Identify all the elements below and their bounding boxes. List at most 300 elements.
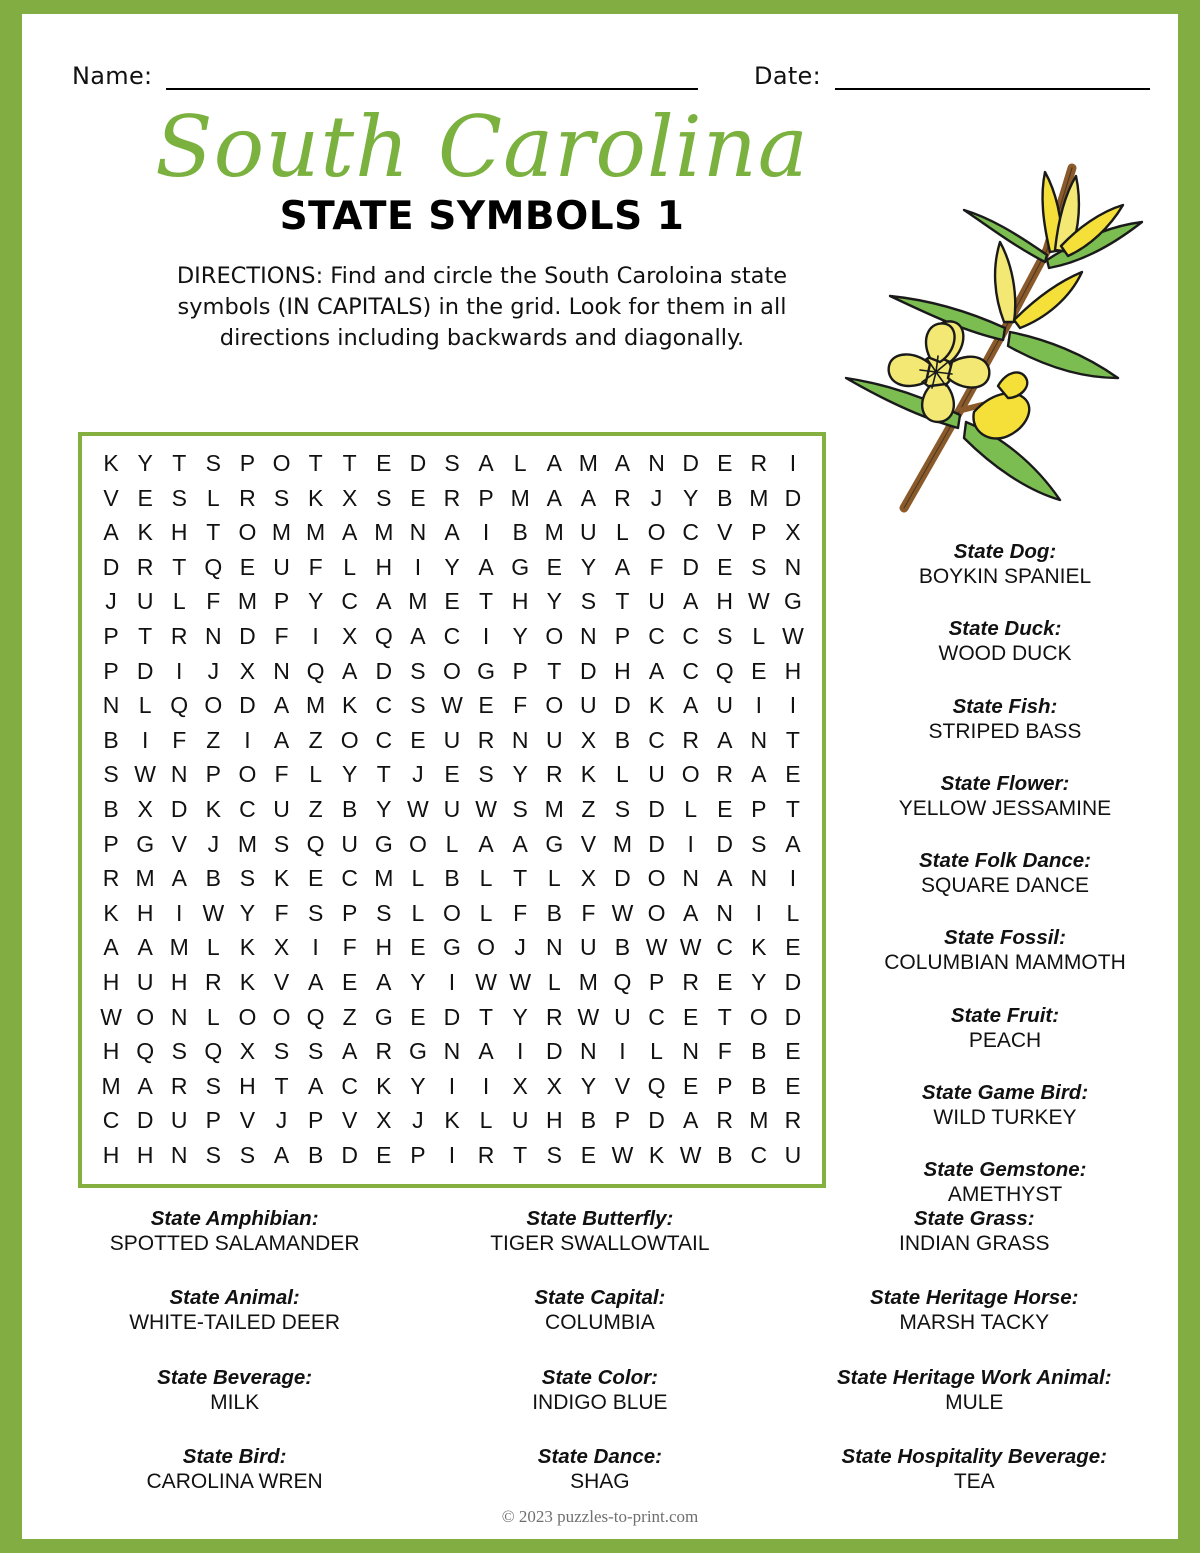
letter-cell[interactable]: I xyxy=(141,726,149,753)
letter-cell[interactable]: N xyxy=(205,622,222,649)
letter-cell[interactable]: H xyxy=(239,1072,256,1099)
letter-cell[interactable]: M xyxy=(374,865,394,892)
letter-cell[interactable]: R xyxy=(239,484,256,511)
letter-cell[interactable]: W xyxy=(407,795,429,822)
letter-cell[interactable]: P xyxy=(648,968,665,995)
letter-cell[interactable]: C xyxy=(239,795,256,822)
letter-cell[interactable]: S xyxy=(410,657,426,684)
letter-cell[interactable]: G xyxy=(511,553,530,580)
letter-cell[interactable]: E xyxy=(785,761,801,788)
letter-cell[interactable]: S xyxy=(614,795,631,822)
letter-cell[interactable]: U xyxy=(545,726,563,753)
letter-cell[interactable]: B xyxy=(512,519,528,546)
letter-cell[interactable]: A xyxy=(717,726,733,753)
letter-cell[interactable]: A xyxy=(307,1072,324,1099)
letter-cell[interactable]: X xyxy=(342,484,358,511)
letter-cell[interactable]: W xyxy=(679,934,702,961)
letter-cell[interactable]: A xyxy=(137,934,153,961)
letter-cell[interactable]: T xyxy=(172,553,187,580)
letter-cell[interactable]: U xyxy=(273,553,290,580)
letter-cell[interactable]: B xyxy=(751,1072,767,1099)
letter-cell[interactable]: B xyxy=(580,1107,597,1134)
letter-cell[interactable]: W xyxy=(611,899,634,926)
letter-cell[interactable]: A xyxy=(137,1072,153,1099)
letter-cell[interactable]: T xyxy=(376,761,391,788)
letter-cell[interactable]: V xyxy=(342,1107,358,1134)
letter-cell[interactable]: H xyxy=(102,968,120,995)
letter-cell[interactable]: G xyxy=(408,1038,427,1065)
letter-cell[interactable]: V xyxy=(103,484,119,511)
letter-cell[interactable]: B xyxy=(307,1141,324,1168)
letter-cell[interactable]: J xyxy=(275,1107,288,1134)
letter-cell[interactable]: D xyxy=(136,657,154,684)
letter-cell[interactable]: Y xyxy=(512,622,528,649)
letter-cell[interactable]: O xyxy=(136,1003,155,1030)
letter-cell[interactable]: F xyxy=(274,622,289,649)
letter-cell[interactable]: Z xyxy=(206,726,221,753)
letter-cell[interactable]: R xyxy=(205,968,222,995)
letter-cell[interactable]: E xyxy=(376,1141,392,1168)
letter-cell[interactable]: Y xyxy=(512,761,528,788)
letter-cell[interactable]: A xyxy=(273,726,290,753)
letter-cell[interactable]: A xyxy=(682,1107,699,1134)
letter-cell[interactable]: N xyxy=(682,865,699,892)
letter-cell[interactable]: U xyxy=(784,1141,802,1168)
letter-cell[interactable]: M xyxy=(749,484,769,511)
letter-cell[interactable]: L xyxy=(547,865,561,892)
letter-cell[interactable]: X xyxy=(342,622,358,649)
letter-cell[interactable]: N xyxy=(545,934,563,961)
letter-cell[interactable]: S xyxy=(580,588,597,615)
letter-cell[interactable]: E xyxy=(444,588,460,615)
letter-cell[interactable]: W xyxy=(509,968,532,995)
letter-cell[interactable]: O xyxy=(545,692,564,719)
letter-cell[interactable]: S xyxy=(376,899,392,926)
letter-cell[interactable]: R xyxy=(545,761,563,788)
letter-cell[interactable]: M xyxy=(169,934,189,961)
letter-cell[interactable]: E xyxy=(410,726,426,753)
letter-cell[interactable]: E xyxy=(342,968,358,995)
letter-cell[interactable]: A xyxy=(512,830,528,857)
letter-cell[interactable]: S xyxy=(273,484,290,511)
letter-cell[interactable]: X xyxy=(546,1072,562,1099)
letter-cell[interactable]: D xyxy=(239,692,256,719)
letter-cell[interactable]: W xyxy=(782,622,804,649)
letter-cell[interactable]: B xyxy=(103,795,119,822)
letter-cell[interactable]: S xyxy=(239,1141,256,1168)
letter-cell[interactable]: N xyxy=(170,761,188,788)
letter-cell[interactable]: I xyxy=(312,934,319,961)
letter-cell[interactable]: E xyxy=(410,1003,426,1030)
letter-cell[interactable]: T xyxy=(342,450,357,476)
letter-cell[interactable]: G xyxy=(545,830,564,857)
letter-cell[interactable]: V xyxy=(717,519,733,546)
letter-cell[interactable]: L xyxy=(206,1003,220,1030)
letter-cell[interactable]: Q xyxy=(306,657,325,684)
letter-cell[interactable]: T xyxy=(513,1141,528,1168)
letter-cell[interactable]: A xyxy=(717,865,733,892)
letter-cell[interactable]: S xyxy=(307,1038,324,1065)
letter-cell[interactable]: S xyxy=(444,450,460,476)
letter-cell[interactable]: D xyxy=(170,795,188,822)
letter-cell[interactable]: C xyxy=(750,1141,768,1168)
letter-cell[interactable]: C xyxy=(682,519,699,546)
letter-cell[interactable]: L xyxy=(445,830,459,857)
letter-cell[interactable]: L xyxy=(479,1107,493,1134)
letter-cell[interactable]: L xyxy=(138,692,152,719)
letter-cell[interactable]: D xyxy=(784,1003,802,1030)
letter-cell[interactable]: J xyxy=(207,830,220,857)
letter-cell[interactable]: A xyxy=(648,657,665,684)
letter-cell[interactable]: S xyxy=(205,450,221,476)
letter-cell[interactable]: G xyxy=(374,1003,393,1030)
letter-cell[interactable]: H xyxy=(545,1107,563,1134)
letter-cell[interactable]: N xyxy=(750,865,768,892)
letter-cell[interactable]: F xyxy=(717,1038,732,1065)
letter-cell[interactable]: Q xyxy=(715,657,734,684)
letter-cell[interactable]: Y xyxy=(137,450,153,476)
letter-cell[interactable]: A xyxy=(614,450,631,476)
letter-cell[interactable]: H xyxy=(511,588,529,615)
letter-cell[interactable]: U xyxy=(443,795,461,822)
letter-cell[interactable]: E xyxy=(546,553,562,580)
letter-cell[interactable]: M xyxy=(510,484,530,511)
letter-cell[interactable]: P xyxy=(614,1107,631,1134)
letter-cell[interactable]: H xyxy=(102,1038,120,1065)
letter-cell[interactable]: E xyxy=(239,553,256,580)
letter-cell[interactable]: W xyxy=(645,934,668,961)
letter-cell[interactable]: L xyxy=(684,795,698,822)
letter-cell[interactable]: F xyxy=(206,588,221,615)
letter-cell[interactable]: U xyxy=(580,519,597,546)
letter-cell[interactable]: M xyxy=(612,830,633,857)
letter-cell[interactable]: A xyxy=(478,830,494,857)
letter-cell[interactable]: W xyxy=(577,1003,600,1030)
letter-cell[interactable]: O xyxy=(647,899,666,926)
letter-cell[interactable]: Y xyxy=(342,761,358,788)
letter-cell[interactable]: D xyxy=(545,1038,563,1065)
letter-cell[interactable]: P xyxy=(717,1072,733,1099)
letter-cell[interactable]: A xyxy=(103,519,119,546)
letter-cell[interactable]: D xyxy=(648,795,665,822)
letter-cell[interactable]: I xyxy=(448,1141,456,1168)
letter-cell[interactable]: E xyxy=(444,761,460,788)
letter-cell[interactable]: O xyxy=(749,1003,768,1030)
letter-cell[interactable]: L xyxy=(752,622,766,649)
letter-cell[interactable]: K xyxy=(648,692,665,719)
letter-cell[interactable]: F xyxy=(274,761,289,788)
letter-cell[interactable]: S xyxy=(751,553,767,580)
letter-cell[interactable]: F xyxy=(308,553,323,580)
letter-cell[interactable]: Z xyxy=(581,795,596,822)
letter-cell[interactable]: R xyxy=(136,553,154,580)
letter-cell[interactable]: S xyxy=(205,1141,221,1168)
letter-cell[interactable]: F xyxy=(274,899,289,926)
letter-cell[interactable]: N xyxy=(648,450,665,476)
letter-cell[interactable]: S xyxy=(717,622,733,649)
letter-cell[interactable]: B xyxy=(342,795,358,822)
letter-cell[interactable]: R xyxy=(716,761,734,788)
letter-cell[interactable]: C xyxy=(341,1072,359,1099)
letter-cell[interactable]: J xyxy=(650,484,663,511)
letter-cell[interactable]: U xyxy=(614,1003,631,1030)
letter-cell[interactable]: U xyxy=(648,588,665,615)
letter-cell[interactable]: B xyxy=(103,726,119,753)
letter-cell[interactable]: N xyxy=(170,1003,188,1030)
letter-cell[interactable]: P xyxy=(205,1107,221,1134)
letter-cell[interactable]: A xyxy=(376,588,392,615)
letter-cell[interactable]: C xyxy=(102,1107,120,1134)
letter-cell[interactable]: B xyxy=(546,899,562,926)
letter-cell[interactable]: I xyxy=(176,899,183,926)
letter-cell[interactable]: G xyxy=(783,588,802,615)
letter-cell[interactable]: T xyxy=(138,622,153,649)
letter-cell[interactable]: E xyxy=(717,795,733,822)
letter-cell[interactable]: U xyxy=(511,1107,529,1134)
letter-cell[interactable]: T xyxy=(547,657,562,684)
letter-cell[interactable]: L xyxy=(547,968,561,995)
letter-cell[interactable]: I xyxy=(414,553,422,580)
letter-cell[interactable]: S xyxy=(376,484,392,511)
letter-cell[interactable]: D xyxy=(648,830,665,857)
letter-cell[interactable]: B xyxy=(614,934,631,961)
letter-cell[interactable]: K xyxy=(103,450,119,476)
letter-cell[interactable]: M xyxy=(749,1107,769,1134)
letter-cell[interactable]: S xyxy=(273,1038,290,1065)
letter-cell[interactable]: C xyxy=(341,588,359,615)
letter-cell[interactable]: G xyxy=(477,657,496,684)
letter-cell[interactable]: V xyxy=(239,1107,256,1134)
letter-cell[interactable]: M xyxy=(306,692,326,719)
letter-cell[interactable]: V xyxy=(580,830,597,857)
letter-cell[interactable]: I xyxy=(176,657,183,684)
letter-cell[interactable]: V xyxy=(171,830,187,857)
letter-cell[interactable]: E xyxy=(137,484,153,511)
letter-cell[interactable]: F xyxy=(649,553,664,580)
letter-cell[interactable]: C xyxy=(682,622,699,649)
letter-cell[interactable]: T xyxy=(479,1003,494,1030)
letter-cell[interactable]: A xyxy=(580,484,597,511)
letter-cell[interactable]: P xyxy=(614,622,631,649)
letter-cell[interactable]: E xyxy=(751,657,767,684)
letter-cell[interactable]: I xyxy=(312,622,319,649)
letter-cell[interactable]: G xyxy=(374,830,393,857)
letter-cell[interactable]: T xyxy=(308,450,323,476)
letter-cell[interactable]: N xyxy=(580,1038,597,1065)
letter-cell[interactable]: U xyxy=(136,588,154,615)
letter-cell[interactable]: I xyxy=(755,899,763,926)
letter-cell[interactable]: A xyxy=(614,553,631,580)
letter-cell[interactable]: R xyxy=(477,1141,495,1168)
letter-cell[interactable]: B xyxy=(717,1141,733,1168)
letter-cell[interactable]: L xyxy=(616,519,629,546)
letter-cell[interactable]: A xyxy=(376,968,392,995)
letter-cell[interactable]: H xyxy=(784,657,802,684)
letter-cell[interactable]: R xyxy=(750,450,768,476)
letter-cell[interactable]: D xyxy=(102,553,120,580)
letter-cell[interactable]: K xyxy=(205,795,221,822)
letter-cell[interactable]: N xyxy=(273,657,290,684)
letter-cell[interactable]: R xyxy=(375,1038,393,1065)
letter-cell[interactable]: C xyxy=(648,1003,665,1030)
letter-cell[interactable]: X xyxy=(376,1107,392,1134)
letter-cell[interactable]: I xyxy=(516,1038,524,1065)
letter-cell[interactable]: Y xyxy=(239,899,256,926)
letter-cell[interactable]: H xyxy=(614,657,631,684)
letter-cell[interactable]: J xyxy=(207,657,220,684)
letter-cell[interactable]: D xyxy=(648,1107,665,1134)
letter-cell[interactable]: Q xyxy=(204,1038,223,1065)
letter-cell[interactable]: N xyxy=(511,726,529,753)
letter-cell[interactable]: U xyxy=(580,692,597,719)
letter-cell[interactable]: W xyxy=(747,588,770,615)
letter-cell[interactable]: L xyxy=(411,899,425,926)
letter-cell[interactable]: Y xyxy=(307,588,324,615)
letter-cell[interactable]: P xyxy=(751,795,767,822)
letter-cell[interactable]: B xyxy=(751,1038,767,1065)
letter-cell[interactable]: H xyxy=(375,553,393,580)
letter-cell[interactable]: R xyxy=(477,726,495,753)
letter-cell[interactable]: W xyxy=(202,899,225,926)
letter-cell[interactable]: O xyxy=(238,761,257,788)
letter-cell[interactable]: M xyxy=(578,450,598,476)
letter-cell[interactable]: P xyxy=(205,761,221,788)
letter-cell[interactable]: A xyxy=(103,934,119,961)
letter-cell[interactable]: L xyxy=(343,553,357,580)
letter-cell[interactable]: X xyxy=(239,657,256,684)
letter-cell[interactable]: U xyxy=(716,692,734,719)
letter-cell[interactable]: Q xyxy=(204,553,223,580)
letter-cell[interactable]: Q xyxy=(306,1003,325,1030)
letter-cell[interactable]: X xyxy=(137,795,153,822)
letter-cell[interactable]: M xyxy=(544,519,564,546)
letter-cell[interactable]: D xyxy=(614,865,631,892)
letter-cell[interactable]: Y xyxy=(580,553,597,580)
letter-cell[interactable]: T xyxy=(206,519,221,546)
letter-cell[interactable]: M xyxy=(578,968,598,995)
letter-cell[interactable]: A xyxy=(342,519,358,546)
letter-cell[interactable]: D xyxy=(443,1003,461,1030)
letter-cell[interactable]: Y xyxy=(444,553,460,580)
letter-cell[interactable]: F xyxy=(342,934,357,961)
letter-cell[interactable]: Q xyxy=(306,830,325,857)
letter-cell[interactable]: T xyxy=(785,795,800,822)
letter-cell[interactable]: A xyxy=(546,484,562,511)
letter-cell[interactable]: O xyxy=(681,761,700,788)
letter-cell[interactable]: I xyxy=(448,1072,456,1099)
letter-cell[interactable]: L xyxy=(650,1038,663,1065)
letter-cell[interactable]: W xyxy=(679,1141,702,1168)
letter-cell[interactable]: N xyxy=(682,1038,699,1065)
letter-cell[interactable]: K xyxy=(273,865,290,892)
letter-cell[interactable]: A xyxy=(307,968,324,995)
letter-cell[interactable]: O xyxy=(204,692,223,719)
letter-cell[interactable]: I xyxy=(482,622,490,649)
letter-cell[interactable]: T xyxy=(172,450,187,476)
letter-cell[interactable]: M xyxy=(237,830,257,857)
letter-cell[interactable]: X xyxy=(785,519,801,546)
letter-cell[interactable]: R xyxy=(102,865,120,892)
letter-cell[interactable]: O xyxy=(238,1003,257,1030)
letter-cell[interactable]: P xyxy=(273,588,290,615)
letter-cell[interactable]: C xyxy=(716,934,734,961)
letter-cell[interactable]: D xyxy=(136,1107,154,1134)
letter-cell[interactable]: N xyxy=(716,899,734,926)
letter-cell[interactable]: P xyxy=(239,450,256,476)
letter-cell[interactable]: Q xyxy=(613,968,632,995)
letter-cell[interactable]: Y xyxy=(580,1072,597,1099)
letter-cell[interactable]: I xyxy=(482,1072,490,1099)
letter-cell[interactable]: O xyxy=(408,830,427,857)
letter-cell[interactable]: E xyxy=(682,1003,699,1030)
letter-cell[interactable]: K xyxy=(239,934,256,961)
letter-cell[interactable]: R xyxy=(545,1003,563,1030)
letter-cell[interactable]: E xyxy=(717,968,733,995)
letter-cell[interactable]: D xyxy=(682,553,699,580)
letter-cell[interactable]: R xyxy=(716,1107,734,1134)
letter-cell[interactable]: E xyxy=(410,934,426,961)
letter-cell[interactable]: N xyxy=(580,622,597,649)
letter-cell[interactable]: N xyxy=(784,553,802,580)
letter-cell[interactable]: O xyxy=(647,519,666,546)
letter-cell[interactable]: I xyxy=(755,692,763,719)
letter-cell[interactable]: W xyxy=(134,761,156,788)
letter-cell[interactable]: N xyxy=(102,692,120,719)
letter-cell[interactable]: L xyxy=(479,899,493,926)
letter-cell[interactable]: P xyxy=(103,622,119,649)
letter-cell[interactable]: E xyxy=(580,1141,597,1168)
letter-cell[interactable]: O xyxy=(545,622,564,649)
letter-cell[interactable]: I xyxy=(789,692,797,719)
letter-cell[interactable]: Y xyxy=(410,968,426,995)
letter-cell[interactable]: D xyxy=(716,830,734,857)
letter-cell[interactable]: H xyxy=(102,1141,120,1168)
letter-cell[interactable]: H xyxy=(716,588,734,615)
letter-cell[interactable]: X xyxy=(580,865,597,892)
letter-cell[interactable]: Y xyxy=(410,1072,426,1099)
letter-cell[interactable]: O xyxy=(647,865,666,892)
letter-cell[interactable]: R xyxy=(614,484,631,511)
letter-cell[interactable]: U xyxy=(136,968,154,995)
date-write-line[interactable] xyxy=(835,65,1150,90)
letter-cell[interactable]: I xyxy=(789,865,797,892)
letter-cell[interactable]: P xyxy=(512,657,528,684)
letter-cell[interactable]: Y xyxy=(682,484,699,511)
letter-cell[interactable]: P xyxy=(307,1107,324,1134)
letter-cell[interactable]: A xyxy=(478,450,494,476)
letter-cell[interactable]: M xyxy=(237,588,257,615)
letter-cell[interactable]: M xyxy=(101,1072,121,1099)
letter-cell[interactable]: S xyxy=(239,865,256,892)
letter-cell[interactable]: D xyxy=(784,968,802,995)
letter-cell[interactable]: O xyxy=(272,450,291,476)
letter-cell[interactable]: I xyxy=(789,450,797,476)
letter-cell[interactable]: H xyxy=(375,934,393,961)
letter-cell[interactable]: R xyxy=(784,1107,802,1134)
letter-cell[interactable]: A xyxy=(273,692,290,719)
letter-cell[interactable]: P xyxy=(410,1141,426,1168)
letter-cell[interactable]: L xyxy=(172,588,186,615)
letter-cell[interactable]: T xyxy=(513,865,528,892)
letter-cell[interactable]: C xyxy=(648,726,665,753)
letter-cell[interactable]: A xyxy=(682,899,699,926)
letter-cell[interactable]: A xyxy=(444,519,460,546)
letter-cell[interactable]: E xyxy=(785,934,801,961)
letter-cell[interactable]: D xyxy=(375,657,393,684)
letter-cell[interactable]: R xyxy=(170,1072,188,1099)
letter-cell[interactable]: C xyxy=(341,865,359,892)
letter-cell[interactable]: L xyxy=(411,865,425,892)
